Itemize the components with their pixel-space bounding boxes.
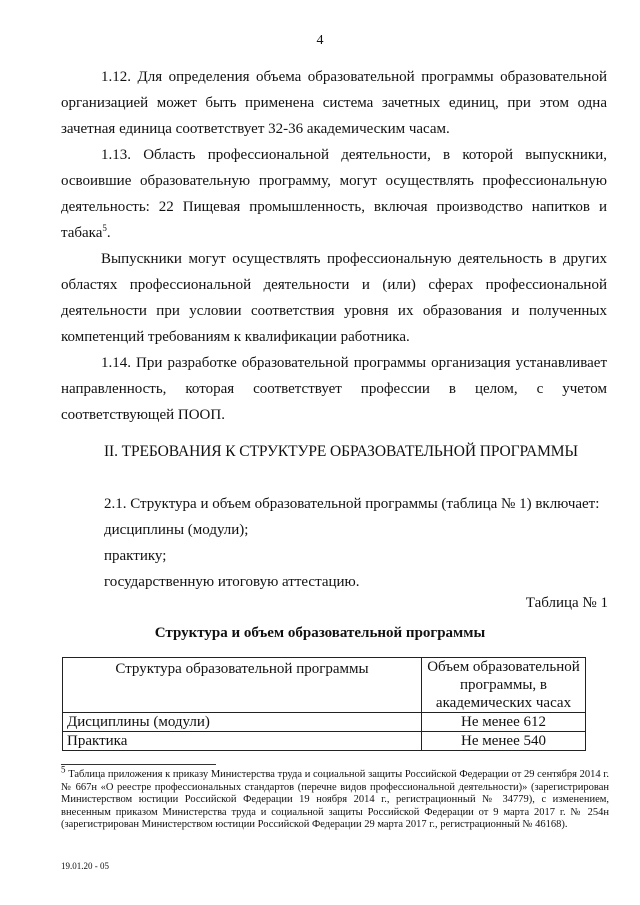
structure-table <box>62 657 586 751</box>
list-item: дисциплины (модули); <box>104 522 249 538</box>
header-volume: Объем образовательной программы, в академических часах <box>422 658 586 713</box>
paragraph-1-12: 1.12. Для определения объема образовательной программы образовательной организацией может быть применена система зачетных единиц, при этом одна зачетная единица соответствует 32-36 академическим часам. <box>61 69 607 137</box>
table-header-row <box>63 658 586 713</box>
paragraph-1-13 <box>61 142 607 246</box>
table-number: Таблица № 1 <box>525 595 608 611</box>
table-row <box>63 732 586 751</box>
footnote-reference: 5 <box>102 223 107 233</box>
header-structure: Структура образовательной программы <box>63 658 422 713</box>
row-value: Не менее 540 <box>422 732 586 751</box>
paragraph-1-13-text: 1.13. Область профессиональной деятельности, в которой выпускники, освоившие образовательную программу, могут осуществлять профессиональную деятельность: 22 Пищевая промышленность, включая производство напитков и табака <box>61 147 607 241</box>
footnote-text: Таблица приложения к приказу Министерства труда и социальной защиты Российской Федерации от 29 сентября 2014 г. № 667н «О реестре профессиональных стандартов (перечне видов профессиональной деятельности)» (зарегистрирован Министерством юстиции Российской Федерации 19 ноября 2014 г., регистрационный № 34779), с изменением, внесенным приказом Министерства труда и социальной защиты Российской Федерации от 9 марта 2017 г. № 254н (зарегистрирован Министерством юстиции Российской Федерации 29 марта 2017 г., регистрационный № 46168). <box>61 769 610 830</box>
footnote-mark: 5 <box>61 764 66 775</box>
section-heading: II. ТРЕБОВАНИЯ К СТРУКТУРЕ ОБРАЗОВАТЕЛЬНОЙ ПРОГРАММЫ <box>104 443 578 460</box>
paragraph-2-1: 2.1. Структура и объем образовательной программы (таблица № 1) включает: <box>104 496 600 512</box>
list-item: государственную итоговую аттестацию. <box>104 574 360 590</box>
row-name: Практика <box>63 732 422 751</box>
paragraph-1-13-end: . <box>106 225 111 241</box>
footnote-divider <box>61 764 216 765</box>
page-number: 4 <box>316 33 324 48</box>
table-title: Структура и объем образовательной программы <box>154 625 486 641</box>
row-value: Не менее 612 <box>422 713 586 732</box>
document-code: 19.01.20 - 05 <box>61 861 109 871</box>
paragraph-graduates: Выпускники могут осуществлять профессиональную деятельность в других областях профессиональной деятельности и (или) сферах профессиональной деятельности при условии соответствия уровня их образования и полученных компетенций требованиям к квалификации работника. <box>61 251 607 345</box>
list-item: практику; <box>104 548 167 564</box>
table-row <box>63 713 586 732</box>
footnote <box>61 764 610 832</box>
row-name: Дисциплины (модули) <box>63 713 422 732</box>
paragraph-1-14: 1.14. При разработке образовательной программы организация устанавливает направленность, которая соответствует профессии в целом, с учетом соответствующей ПООП. <box>61 355 607 423</box>
